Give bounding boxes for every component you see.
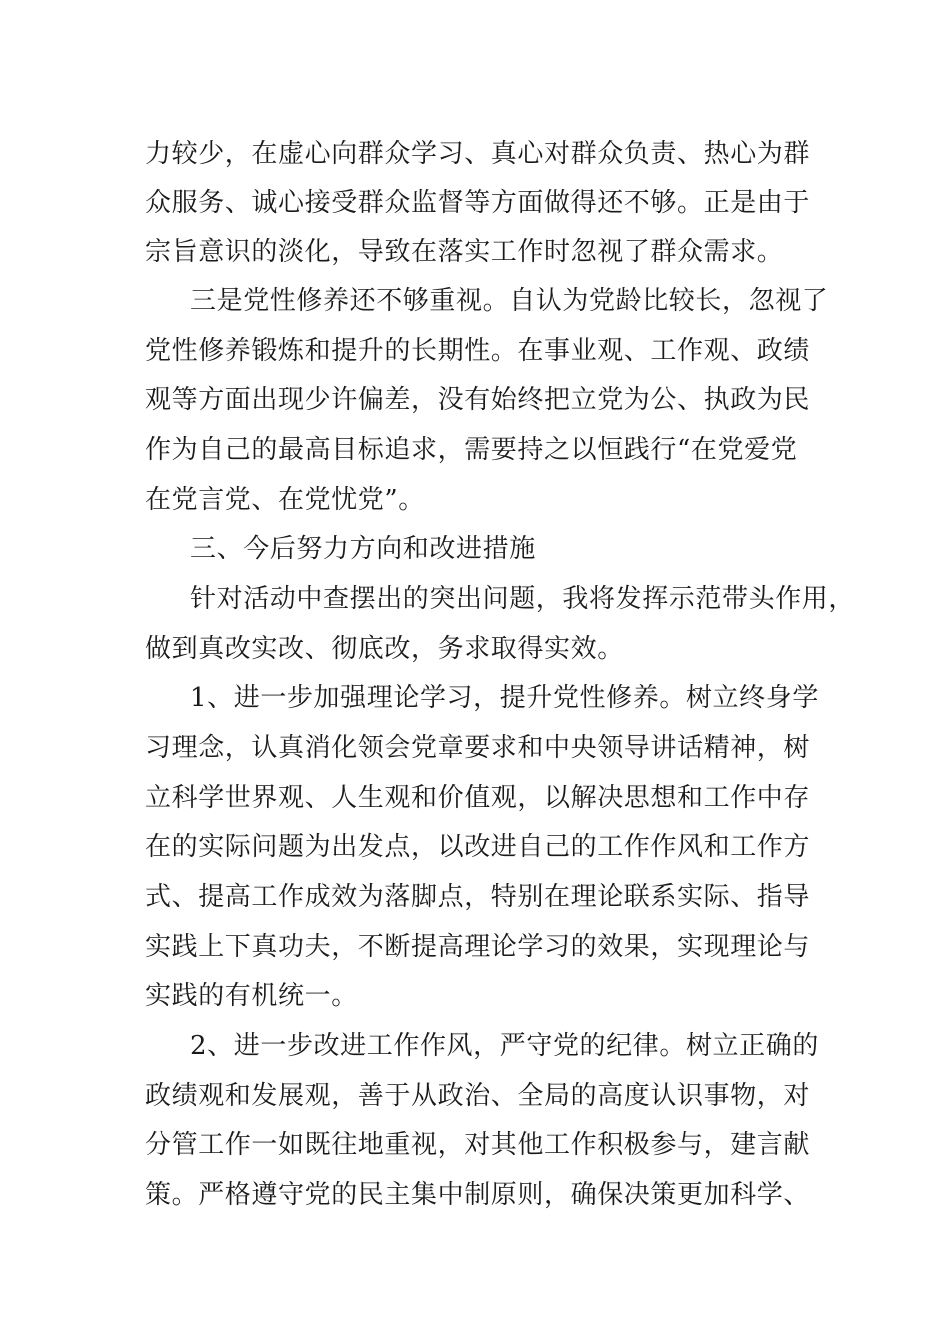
text-line: 宗旨意识的淡化，导致在落实工作时忽视了群众需求。: [145, 237, 784, 267]
text-line: 观等方面出现少许偏差，没有始终把立党为公、执政为民: [145, 385, 811, 415]
text-line: 分管工作一如既往地重视，对其他工作积极参与，建言献: [145, 1130, 811, 1160]
text-line: 实践上下真功夫，不断提高理论学习的效果，实现理论与: [145, 932, 811, 962]
text-line: 力较少，在虚心向群众学习、真心对群众负责、热心为群: [145, 139, 811, 169]
text-line: 众服务、诚心接受群众监督等方面做得还不够。正是由于: [145, 188, 811, 218]
text-line: 实践的有机统一。: [145, 981, 358, 1011]
paragraph-first-line: 三是党性修养还不够重视。自认为党龄比较长，忽视了: [190, 286, 829, 316]
text-line: 在的实际问题为出发点，以改进自己的工作作风和工作方: [145, 832, 811, 862]
text-line: 立科学世界观、人生观和价值观，以解决思想和工作中存: [145, 783, 811, 813]
text-line: 党性修养锻炼和提升的长期性。在事业观、工作观、政绩: [145, 336, 811, 366]
paragraph-first-line: 1、进一步加强理论学习，提升党性修养。树立终身学: [190, 683, 819, 713]
text-line: 作为自己的最高目标追求，需要持之以恒践行“在党爱党: [145, 435, 798, 465]
text-line: 式、提高工作成效为落脚点，特别在理论联系实际、指导: [145, 882, 811, 912]
section-heading: 三、今后努力方向和改进措施: [190, 534, 536, 564]
paragraph-first-line: 2、进一步改进工作作风，严守党的纪律。树立正确的: [190, 1031, 819, 1061]
text-line: 政绩观和发展观，善于从政治、全局的高度认识事物，对: [145, 1081, 811, 1111]
text-line: 习理念，认真消化领会党章要求和中央领导讲话精神，树: [145, 733, 811, 763]
text-line: 做到真改实改、彻底改，务求取得实效。: [145, 634, 624, 664]
paragraph-first-line: 针对活动中查摆出的突出问题，我将发挥示范带头作用，: [190, 584, 856, 614]
text-line: 策。严格遵守党的民主集中制原则，确保决策更加科学、: [145, 1180, 811, 1210]
text-line: 在党言党、在党忧党”。: [145, 485, 425, 515]
